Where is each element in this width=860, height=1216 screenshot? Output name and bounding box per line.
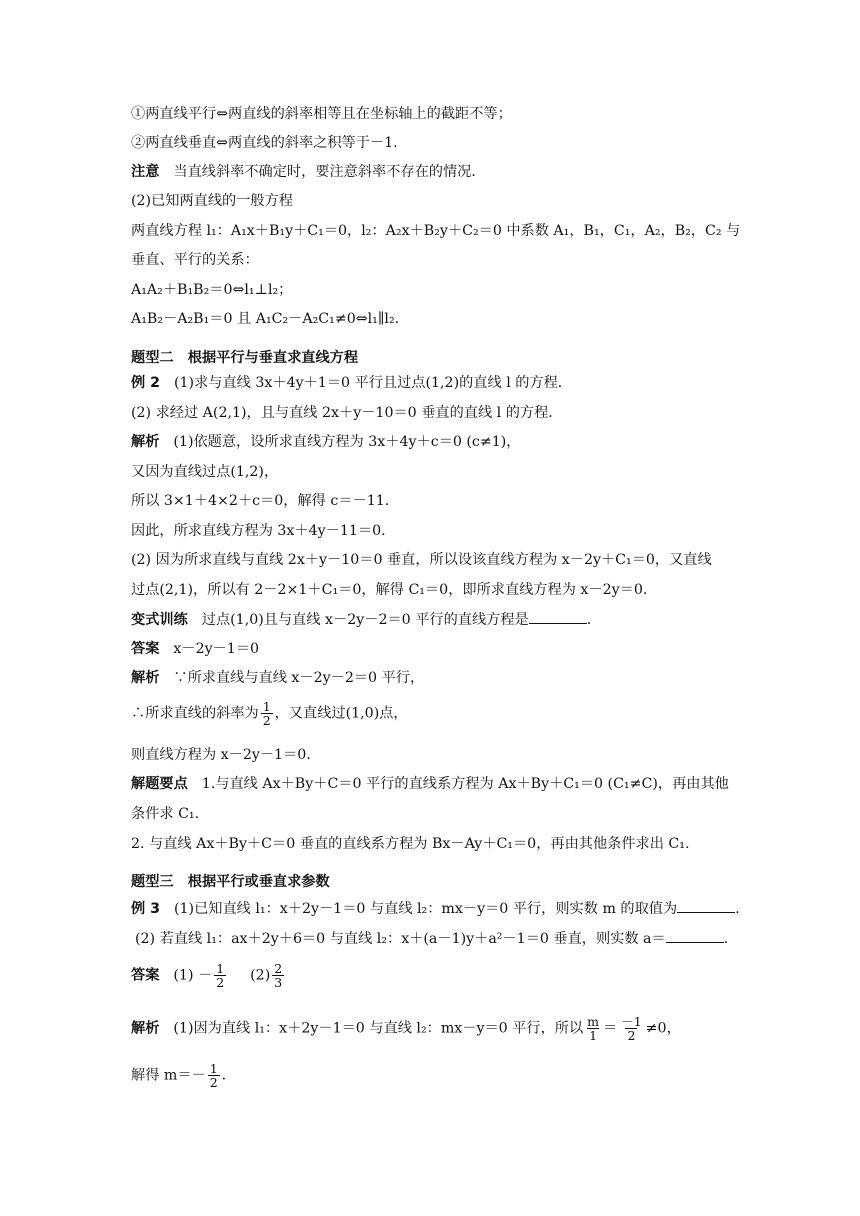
fraction-numerator: 1 (209, 1061, 218, 1076)
fraction-numerator: －1 (621, 1014, 642, 1029)
variant-line (131, 609, 740, 630)
line-text: 两直线方程 l₁：A₁x＋B₁y＋C₁＝0，l₂：A₂x＋B₂y＋C₂＝0 中系数 A₁，B₁，C₁，A₂，B₂，C₂ 与 (131, 223, 741, 239)
line-text: 1.与直线 Ax＋By＋C＝0 平行的直线系方程为 Ax＋By＋C₁＝0 (C₁≠C)，再由其他 (201, 776, 729, 792)
line-text: 条件求 C₁. (131, 806, 200, 822)
example-label: 例 2 (131, 375, 160, 391)
solution-label: 解析 (131, 670, 160, 686)
line-text: 过点(2,1)，所以有 2－2×1＋C₁＝0，解得 C₁＝0，即所求直线方程为 x－2y＝0. (131, 582, 648, 598)
fraction (619, 1015, 643, 1042)
answer-label: 答案 (131, 967, 160, 984)
fraction-denominator: 2 (216, 975, 225, 991)
text-line (131, 491, 740, 511)
line-text: ＝ (603, 1020, 618, 1037)
example-line (131, 373, 740, 393)
fraction-numerator: 1 (216, 961, 225, 976)
text-line (131, 700, 740, 727)
line-text: 所以 3×1＋4×2＋c＝0，解得 c＝－11. (131, 493, 390, 509)
fraction (214, 962, 226, 989)
solution-line (131, 668, 740, 688)
text-line (131, 280, 740, 300)
text-line (131, 580, 740, 600)
fraction-denominator: 2 (209, 1075, 218, 1091)
line-text: x－2y－1＝0 (173, 641, 260, 657)
line-text: (2) 因为所求直线与直线 2x＋y－10＝0 垂直，所以设该直线方程为 x－2y＋C₁＝0，又直线 (131, 552, 712, 568)
fraction-numerator: m (587, 1014, 599, 1029)
example-label: 例 3 (131, 901, 160, 917)
line-text: (1)求与直线 3x＋4y＋1＝0 平行且过点(1,2)的直线 l 的方程． (174, 375, 572, 391)
answer-line (131, 639, 740, 659)
line-end: . (723, 931, 729, 947)
text-line (131, 133, 740, 153)
text-line (131, 309, 740, 329)
line-text: 2. 与直线 Ax＋By＋C＝0 垂直的直线系方程为 Bx－Ay＋C₁＝0，再由其他条件求出 C₁. (131, 836, 690, 852)
solution-label: 解析 (131, 1020, 160, 1037)
fraction (261, 700, 273, 727)
line-text: ∴所求直线的斜率为 (131, 705, 259, 722)
answer-line (131, 962, 740, 989)
line-text: . (221, 1067, 227, 1084)
text-line (131, 521, 740, 541)
fraction (208, 1062, 220, 1089)
line-text: 则直线方程为 x－2y－1＝0. (131, 747, 311, 763)
fraction-numerator: 1 (262, 699, 271, 714)
line-text: (1)依题意，设所求直线方程为 3x＋4y＋c＝0 (c≠1)， (173, 434, 521, 450)
note-line (131, 162, 740, 182)
text-line (131, 221, 740, 241)
variant-label: 变式训练 (131, 612, 188, 628)
line-text: ，又直线过(1,0)点， (274, 705, 408, 722)
line-text: 又因为直线过点(1,2)， (131, 464, 279, 480)
line-text: (1)因为直线 l₁：x＋2y－1＝0 与直线 l₂：mx－y＝0 平行，所以 (173, 1020, 584, 1037)
line-text: 过点(1,0)且与直线 x－2y－2＝0 平行的直线方程是 (201, 612, 529, 628)
key-points-label: 解题要点 (131, 776, 188, 792)
fraction-denominator: 3 (274, 975, 283, 991)
answer-blank (677, 898, 735, 913)
text-line (131, 250, 740, 270)
text-line (131, 804, 740, 824)
text-line (131, 104, 740, 124)
line-text: 当直线斜率不确定时，要注意斜率不存在的情况． (173, 164, 486, 180)
solution-label: 解析 (131, 434, 160, 450)
note-label: 注意 (131, 164, 160, 180)
line-text: A₁B₂－A₂B₁＝0 且 A₁C₂－A₂C₁≠0⇔l₁∥l₂. (131, 311, 400, 327)
line-end: . (735, 901, 740, 917)
text-line (131, 403, 740, 423)
section-heading (131, 348, 740, 368)
text-line (135, 928, 740, 949)
answer-blank (666, 928, 724, 943)
line-text: 垂直、平行的关系： (131, 252, 259, 268)
line-text: (1)已知直线 l₁：x＋2y－1＝0 与直线 l₂：mx－y＝0 平行，则实数 m 的取值为 (174, 901, 678, 917)
text-line (131, 191, 740, 211)
fraction-denominator: 2 (627, 1028, 636, 1044)
text-line (131, 1062, 740, 1089)
line-text: (2) 求经过 A(2,1)，且与直线 2x＋y－10＝0 垂直的直线 l 的方程． (131, 405, 563, 421)
line-text: (2)已知两直线的一般方程 (131, 193, 293, 209)
line-text: 解得 m＝－ (131, 1067, 206, 1084)
fraction (585, 1015, 601, 1042)
line-text: (2) 若直线 l₁：ax＋2y＋6＝0 与直线 l₂：x＋(a－1)y＋a²－1＝0 垂直，则实数 a＝ (135, 931, 666, 947)
answer-blank (529, 609, 587, 624)
line-end: . (586, 612, 592, 628)
solution-line (131, 432, 740, 452)
solution-line (131, 1015, 740, 1042)
heading-text: 题型三 根据平行或垂直求参数 (131, 874, 330, 890)
line-text: ∵所求直线与直线 x－2y－2＝0 平行， (173, 670, 425, 686)
answer-label: 答案 (131, 641, 160, 657)
section-heading (131, 872, 740, 892)
example-line (131, 898, 740, 919)
line-text: (1) － (173, 967, 213, 984)
line-text: (2) (250, 967, 271, 984)
fraction-numerator: 2 (274, 961, 283, 976)
line-text: ≠0， (645, 1020, 681, 1037)
fraction-denominator: 1 (589, 1028, 598, 1044)
fraction (272, 962, 284, 989)
text-line (131, 745, 740, 765)
heading-text: 题型二 根据平行与垂直求直线方程 (131, 350, 359, 366)
key-points-line (131, 774, 740, 794)
line-text: ①两直线平行⇔两直线的斜率相等且在坐标轴上的截距不等； (131, 106, 512, 122)
text-line (131, 550, 740, 570)
text-line (131, 834, 740, 854)
line-text: 因此，所求直线方程为 3x＋4y－11＝0. (131, 523, 386, 539)
text-line (131, 462, 740, 482)
line-text: A₁A₂＋B₁B₂＝0⇔l₁⊥l₂； (131, 282, 293, 298)
fraction-denominator: 2 (262, 713, 271, 729)
line-text: ②两直线垂直⇔两直线的斜率之积等于－1. (131, 135, 398, 151)
